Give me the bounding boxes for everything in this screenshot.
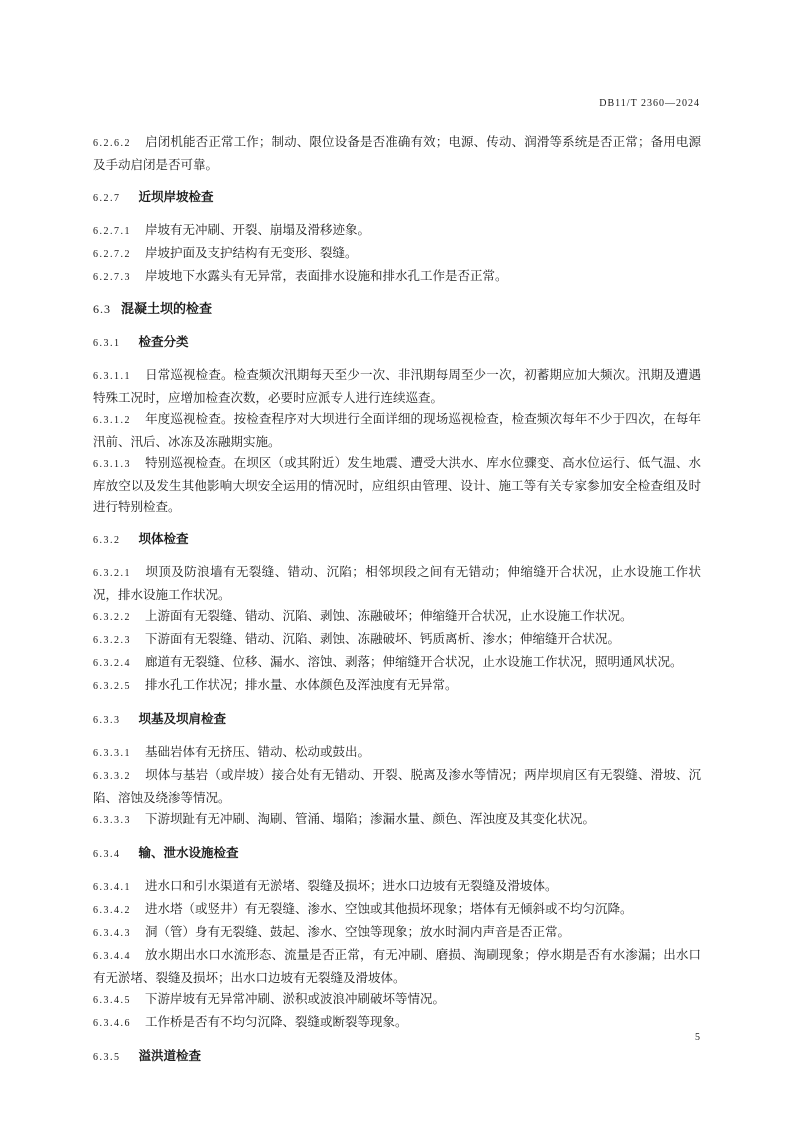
clause-6-2-7-1 — [93, 219, 701, 242]
clause-6-2-7-2 — [93, 242, 701, 265]
clause-number: 6.3.3 — [93, 715, 121, 726]
clause-text: 排水孔工作状况；排水量、水体颜色及浑浊度有无异常。 — [145, 677, 458, 692]
clause-number: 6.3.2.5 — [93, 681, 131, 692]
clause-number: 6.3.4 — [93, 849, 121, 860]
clause-number: 6.2.6.2 — [93, 138, 131, 149]
clause-number: 6.3.1 — [93, 338, 121, 349]
heading-6-3-3 — [93, 708, 701, 731]
clause-number: 6.3.1.1 — [93, 371, 131, 382]
clause-number: 6.3.1.2 — [93, 415, 131, 426]
clause-6-3-2-1 — [93, 561, 701, 605]
clause-text: 岸坡地下水露头有无异常，表面排水设施和排水孔工作是否正常。 — [145, 268, 508, 283]
clause-6-3-1-1 — [93, 364, 701, 408]
clause-6-3-4-1 — [93, 875, 701, 898]
clause-text: 下游面有无裂缝、错动、沉陷、剥蚀、冻融破坏、钙质离析、渗水；伸缩缝开合状况。 — [145, 631, 621, 646]
heading-text: 坝基及坝肩检查 — [138, 711, 227, 726]
clause-6-3-2-5 — [93, 674, 701, 697]
clause-text: 廊道有无裂缝、位移、漏水、溶蚀、剥落；伸缩缝开合状况，止水设施工作状况，照明通风状况。 — [145, 654, 683, 669]
heading-text: 溢洪道检查 — [138, 1048, 202, 1063]
clause-number: 6.3.4.5 — [93, 995, 131, 1006]
heading-6-3 — [93, 299, 701, 320]
clause-number: 6.2.7 — [93, 193, 121, 204]
clause-text: 洞（管）身有无裂缝、鼓起、渗水、空蚀等现象；放水时洞内声音是否正常。 — [145, 924, 571, 939]
clause-number: 6.3.2.1 — [93, 568, 131, 579]
standard-code: DB11/T 2360—2024 — [599, 98, 700, 109]
clause-text: 坝顶及防浪墙有无裂缝、错动、沉陷；相邻坝段之间有无错动；伸缩缝开合状况，止水设施工作状况，排水设施工作状况。 — [93, 564, 701, 602]
clause-number: 6.3.2.4 — [93, 658, 131, 669]
heading-6-3-4 — [93, 842, 701, 865]
clause-text: 坝体与基岩（或岸坡）接合处有无错动、开裂、脱离及渗水等情况；两岸坝肩区有无裂缝、滑坡、沉陷、溶蚀及绕渗等情况。 — [93, 767, 701, 805]
clause-text: 进水口和引水渠道有无淤堵、裂缝及损坏；进水口边坡有无裂缝及滑坡体。 — [145, 878, 558, 893]
clause-number: 6.3 — [93, 302, 111, 316]
heading-text: 输、泄水设施检查 — [138, 845, 239, 860]
heading-6-2-7 — [93, 186, 701, 209]
clause-number: 6.3.3.3 — [93, 815, 131, 826]
clause-number: 6.3.2.3 — [93, 635, 131, 646]
clause-number: 6.3.5 — [93, 1052, 121, 1063]
clause-number: 6.3.4.6 — [93, 1018, 131, 1029]
clause-text: 进水塔（或竖井）有无裂缝、渗水、空蚀或其他损坏现象；塔体有无倾斜或不均匀沉降。 — [145, 901, 633, 916]
clause-number: 6.3.4.3 — [93, 928, 131, 939]
clause-6-3-3-1 — [93, 741, 701, 764]
clause-text: 启闭机能否正常工作；制动、限位设备是否准确有效；电源、传动、润滑等系统是否正常；备用电源及手动启闭是否可靠。 — [93, 134, 701, 172]
clause-6-2-7-3 — [93, 265, 701, 288]
clause-number: 6.2.7.1 — [93, 226, 131, 237]
heading-6-3-2 — [93, 528, 701, 551]
page-number: 5 — [695, 1032, 700, 1043]
heading-text: 近坝岸坡检查 — [138, 189, 214, 204]
clause-6-3-4-4 — [93, 944, 701, 988]
clause-6-3-2-2 — [93, 605, 701, 628]
clause-text: 日常巡视检查。检查频次汛期每天至少一次、非汛期每周至少一次，初蓄期应加大频次。汛期及遭遇特殊工况时，应增加检查次数，必要时应派专人进行连续巡查。 — [93, 367, 701, 405]
clause-6-3-1-2 — [93, 408, 701, 452]
clause-6-3-2-3 — [93, 628, 701, 651]
clause-number: 6.3.2.2 — [93, 612, 131, 623]
clause-number: 6.2.7.3 — [93, 272, 131, 283]
clause-text: 放水期出水口水流形态、流量是否正常，有无冲刷、磨损、淘刷现象；停水期是否有水渗漏；出水口有无淤堵、裂缝及损坏；出水口边坡有无裂缝及滑坡体。 — [93, 947, 701, 985]
clause-6-3-4-5 — [93, 988, 701, 1011]
document-body — [93, 131, 701, 1078]
clause-number: 6.3.3.1 — [93, 748, 131, 759]
heading-6-3-5 — [93, 1045, 701, 1068]
clause-text: 特别巡视检查。在坝区（或其附近）发生地震、遭受大洪水、库水位骤变、高水位运行、低气温、水库放空以及发生其他影响大坝安全运用的情况时，应组织由管理、设计、施工等有关专家参加安全检查组及时进行特别检查。 — [93, 455, 701, 514]
heading-text: 检查分类 — [138, 334, 189, 349]
clause-text: 年度巡视检查。按检查程序对大坝进行全面详细的现场巡视检查，检查频次每年不少于四次，在每年汛前、汛后、冰冻及冻融期实施。 — [93, 411, 701, 449]
clause-text: 岸坡有无冲刷、开裂、崩塌及滑移迹象。 — [145, 222, 371, 237]
clause-6-3-3-2 — [93, 764, 701, 808]
clause-6-3-4-3 — [93, 921, 701, 944]
heading-6-3-1 — [93, 331, 701, 354]
clause-number: 6.3.4.1 — [93, 882, 131, 893]
clause-6-2-6-2 — [93, 131, 701, 175]
clause-text: 基础岩体有无挤压、错动、松动或鼓出。 — [145, 744, 371, 759]
clause-6-3-3-3 — [93, 808, 701, 831]
clause-number: 6.3.2 — [93, 535, 121, 546]
clause-number: 6.3.4.4 — [93, 951, 131, 962]
heading-text: 坝体检查 — [138, 531, 189, 546]
clause-6-3-1-3 — [93, 452, 701, 517]
clause-text: 上游面有无裂缝、错动、沉陷、剥蚀、冻融破坏；伸缩缝开合状况，止水设施工作状况。 — [145, 608, 633, 623]
clause-6-3-4-2 — [93, 898, 701, 921]
clause-6-3-2-4 — [93, 651, 701, 674]
clause-text: 下游岸坡有无异常冲刷、淤积或波浪冲刷破坏等情况。 — [145, 991, 446, 1006]
clause-text: 岸坡护面及支护结构有无变形、裂缝。 — [145, 245, 358, 260]
clause-number: 6.3.1.3 — [93, 459, 131, 470]
clause-text: 下游坝趾有无冲刷、淘刷、管涌、塌陷；渗漏水量、颜色、浑浊度及其变化状况。 — [145, 811, 596, 826]
clause-6-3-4-6 — [93, 1011, 701, 1034]
clause-text: 工作桥是否有不均匀沉降、裂缝或断裂等现象。 — [145, 1014, 408, 1029]
clause-number: 6.2.7.2 — [93, 249, 131, 260]
clause-number: 6.3.4.2 — [93, 905, 131, 916]
heading-text: 混凝土坝的检查 — [121, 302, 213, 317]
clause-number: 6.3.3.2 — [93, 771, 131, 782]
